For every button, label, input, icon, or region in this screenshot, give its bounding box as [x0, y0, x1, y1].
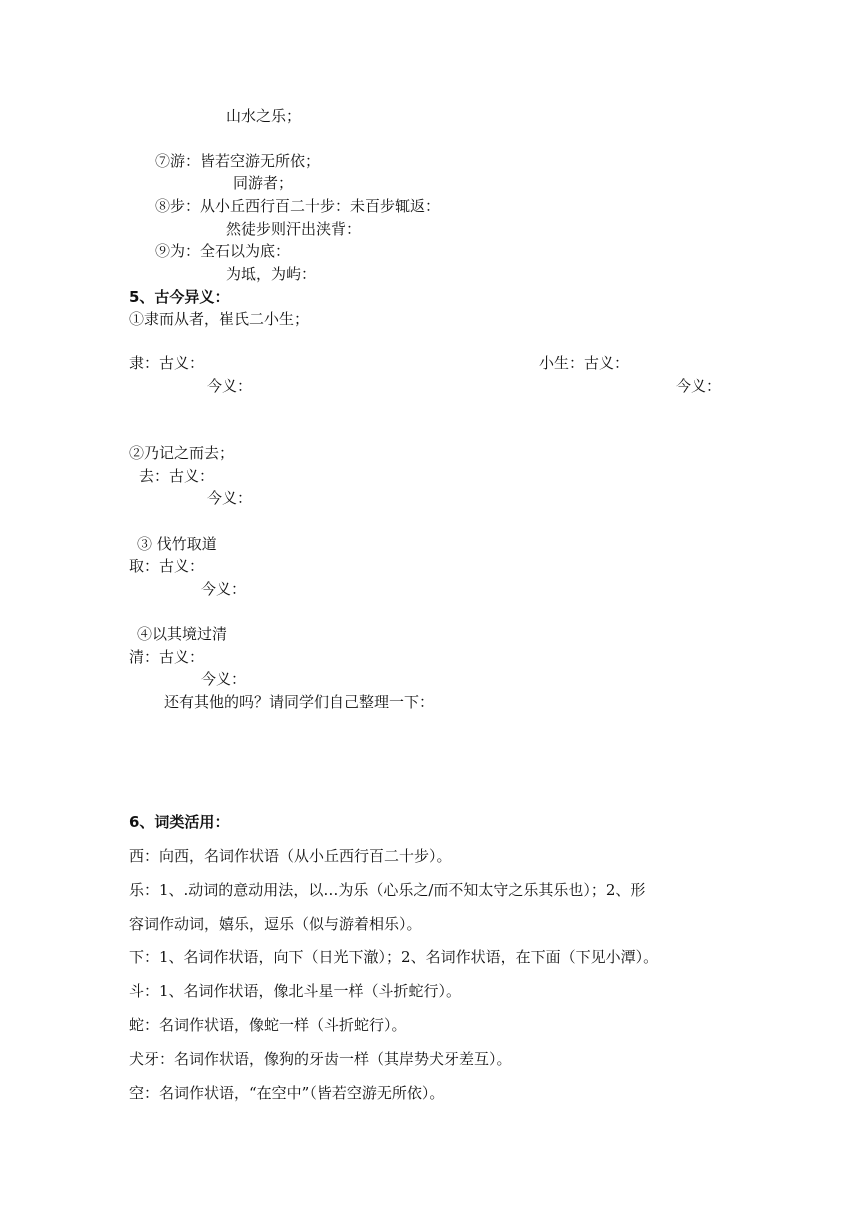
text-line: 蛇：名词作状语，像蛇一样（斗折蛇行）。	[129, 1016, 407, 1034]
text-line: 容词作动词，嬉乐，逗乐（似与游着相乐）。	[129, 915, 422, 933]
text-line: ③ 伐竹取道	[137, 535, 217, 553]
text-line: 山水之乐；	[226, 107, 302, 125]
text-line: 今义：	[207, 489, 253, 507]
text-line: 清：古义：	[129, 648, 205, 666]
text-line: ⑦游：皆若空游无所依；	[155, 152, 321, 170]
text-line: ①隶而从者，崔氏二小生；	[129, 310, 310, 328]
text-line: 同游者；	[233, 174, 294, 192]
text-line: 今义：	[201, 580, 247, 598]
text-line: 为坻，为屿：	[226, 265, 317, 283]
text-line: 去：古义：	[139, 467, 215, 485]
text-line: 犬牙：名词作状语，像狗的牙齿一样（其岸势犬牙差互）。	[129, 1050, 512, 1068]
text-line: 今义：	[201, 670, 247, 688]
text-line: 小生：古义：	[539, 354, 630, 372]
text-line: 空：名词作状语，“在空中”（皆若空游无所依）。	[129, 1084, 445, 1102]
text-line: ④以其境过清	[137, 625, 228, 643]
text-line: 还有其他的吗？请同学们自己整理一下：	[164, 693, 435, 711]
text-line: ②乃记之而去；	[129, 444, 235, 462]
text-line: 西：向西，名词作状语（从小丘西行百二十步）。	[129, 847, 452, 865]
text-line: 今义：	[676, 377, 722, 395]
text-line: 取：古义：	[129, 557, 205, 575]
text-line: 乐：1、.动词的意动用法，以…为乐（心乐之/而不知太守之乐其乐也）；2、形	[129, 881, 646, 899]
text-line: 然徒步则汗出浃背：	[226, 220, 362, 238]
text-line: ⑧步：从小丘西行百二十步：未百步辄返：	[155, 197, 441, 215]
section-heading: 6、词类活用：	[129, 813, 230, 831]
text-line: 斗：1、名词作状语，像北斗星一样（斗折蛇行）。	[129, 982, 462, 1000]
text-line: 下：1、名词作状语，向下（日光下澈）；2、名词作状语，在下面（下见小潭）。	[129, 948, 659, 966]
text-line: 隶：古义：	[129, 354, 205, 372]
text-line: ⑨为：全石以为底：	[155, 242, 291, 260]
section-heading: 5、古今异义：	[129, 288, 230, 306]
text-line: 今义：	[207, 377, 253, 395]
